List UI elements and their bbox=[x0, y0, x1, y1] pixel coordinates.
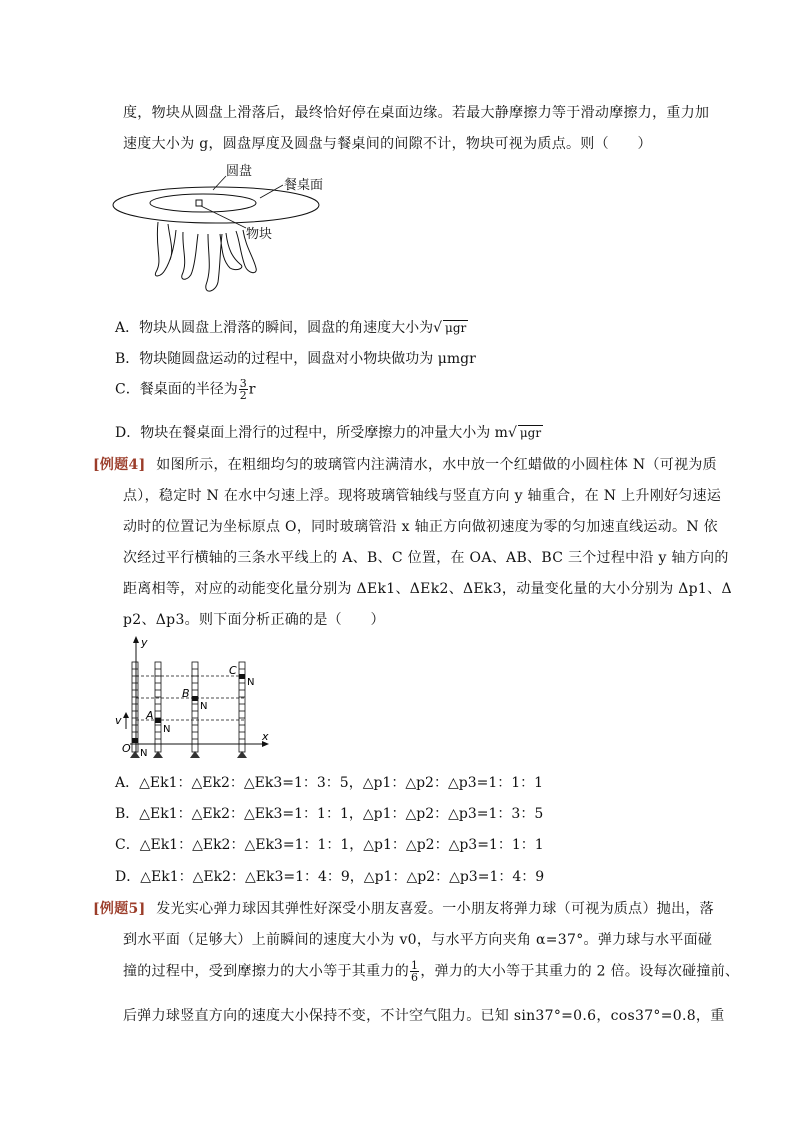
label-a: A bbox=[146, 709, 154, 722]
q5-line-1 bbox=[93, 898, 714, 918]
q3-option-d-sqrt: μgr bbox=[519, 426, 542, 440]
svg-text:N: N bbox=[140, 748, 148, 759]
q3-option-c-tail: r bbox=[248, 381, 256, 398]
label-b: B bbox=[182, 687, 190, 700]
table-label: 餐桌面 bbox=[284, 178, 324, 193]
q3-option-a-sqrt: μgr bbox=[445, 321, 467, 335]
q3-option-c-text: C．餐桌面的半径为 bbox=[115, 381, 238, 398]
label-c: C bbox=[229, 664, 237, 677]
q5-line-3-a: 撞的过程中，受到摩擦力的大小等于其重力的 bbox=[123, 963, 409, 980]
svg-text:N: N bbox=[200, 701, 208, 712]
x-axis-label: x bbox=[262, 730, 269, 743]
q5-line-2: 到水平面（足够大）上前瞬间的速度大小为 v0，与水平方向夹角 α=37°。弹力球与水平面碰 bbox=[123, 932, 713, 948]
block-o bbox=[132, 738, 138, 743]
q4-line-2: 点），稳定时 N 在水中匀速上浮。现将玻璃管轴线与竖直方向 y 轴重合，在 N 上升刚好匀速运 bbox=[123, 488, 722, 504]
q3-line-2: 速度大小为 g，圆盘厚度及圆盘与餐桌间的间隙不计，物块可视为质点。则（ ） bbox=[123, 136, 652, 152]
label-o: O bbox=[122, 742, 131, 755]
q4-line-1-text: 如图所示，在粗细均匀的玻璃管内注满清水，水中放一个红蜡做的小圆柱体 N（可视为质 bbox=[156, 457, 717, 473]
q5-line-4: 后弹力球竖直方向的速度大小保持不变，不计空气阻力。已知 sin37°=0.6，cos37°=0.8，重 bbox=[123, 1008, 725, 1024]
q5-fraction: $\frac{1}{6}$ bbox=[411, 959, 419, 984]
q5-line-3-b: ，弹力的大小等于其重力的 2 倍。设每次碰撞前、 bbox=[420, 963, 740, 980]
q4-option-d: D．△Ek1：△Ek2：△Ek3=1：4：9，△p1：△p2：△p3=1：4：9 bbox=[115, 869, 545, 885]
q5-line-1-text: 发光实心弹力球因其弹性好深受小朋友喜爱。一小朋友将弹力球（可视为质点）抛出，落 bbox=[156, 901, 714, 917]
disc-pointer bbox=[213, 176, 226, 190]
svg-text:N: N bbox=[247, 677, 255, 688]
q4-line-6: p2、Δp3。则下面分析正确的是（ ） bbox=[123, 612, 385, 628]
q4-line-3: 动时的位置记为坐标原点 O，同时玻璃管沿 x 轴正方向做初速度为零的匀加速直线运动。N 依 bbox=[123, 519, 718, 535]
q3-option-d: D．物块在餐桌面上滑行的过程中，所受摩擦力的冲量大小为 m√ μgr bbox=[115, 425, 542, 441]
tube-3 bbox=[192, 662, 198, 752]
q4-line-1 bbox=[93, 454, 717, 474]
q4-option-b: B．△Ek1：△Ek2：△Ek3=1：1：1，△p1：△p2：△p3=1：3：5 bbox=[115, 806, 544, 822]
block-b bbox=[192, 696, 198, 701]
block-c bbox=[239, 674, 245, 679]
table-legs bbox=[155, 222, 256, 291]
q3-option-d-text: D．物块在餐桌面上滑行的过程中，所受摩擦力的冲量大小为 m bbox=[115, 425, 508, 441]
rotating-table-figure bbox=[108, 160, 338, 305]
disc-ellipse bbox=[150, 194, 256, 212]
block-rect bbox=[196, 200, 202, 206]
q4-line-4: 次经过平行横轴的三条水平线上的 A、B、C 位置，在 OA、AB、BC 三个过程中沿 y 轴方向的 bbox=[123, 550, 729, 566]
label-v: v bbox=[115, 714, 122, 727]
disc-label: 圆盘 bbox=[226, 164, 253, 179]
block-a bbox=[155, 718, 161, 723]
q3-option-a-text: A．物块从圆盘上滑落的瞬间，圆盘的角速度大小为 bbox=[115, 320, 434, 336]
block-label: 物块 bbox=[246, 227, 273, 242]
q3-option-b: B．物块随圆盘运动的过程中，圆盘对小物块做功为 μmgr bbox=[115, 351, 476, 367]
q4-option-a: A．△Ek1：△Ek2：△Ek3=1：3：5，△p1：△p2：△p3=1：1：1 bbox=[115, 775, 544, 791]
q3-option-c bbox=[115, 378, 255, 401]
q4-option-c: C．△Ek1：△Ek2：△Ek3=1：1：1，△p1：△p2：△p3=1：1：1 bbox=[115, 837, 544, 853]
q3-option-a: A．物块从圆盘上滑落的瞬间，圆盘的角速度大小为√ μgr bbox=[115, 320, 467, 336]
tube-2 bbox=[155, 662, 161, 752]
y-axis-label: y bbox=[141, 636, 148, 649]
table-pointer bbox=[260, 185, 283, 198]
q5-label: [例题5] bbox=[93, 901, 146, 917]
svg-text:N: N bbox=[163, 724, 171, 735]
q4-label: [例题4] bbox=[93, 457, 146, 473]
q3-line-1: 度，物块从圆盘上滑落后，最终恰好停在桌面边缘。若最大静摩擦力等于滑动摩擦力，重力加 bbox=[123, 105, 710, 121]
q5-line-3 bbox=[123, 960, 739, 983]
glass-tube-figure bbox=[110, 634, 280, 764]
q4-line-5: 距离相等，对应的动能变化量分别为 ΔEk1、ΔEk2、ΔEk3，动量变化量的大小分别为 Δp1、Δ bbox=[123, 581, 732, 597]
q3-option-c-fraction: $\frac{3}{2}$ bbox=[239, 377, 247, 402]
